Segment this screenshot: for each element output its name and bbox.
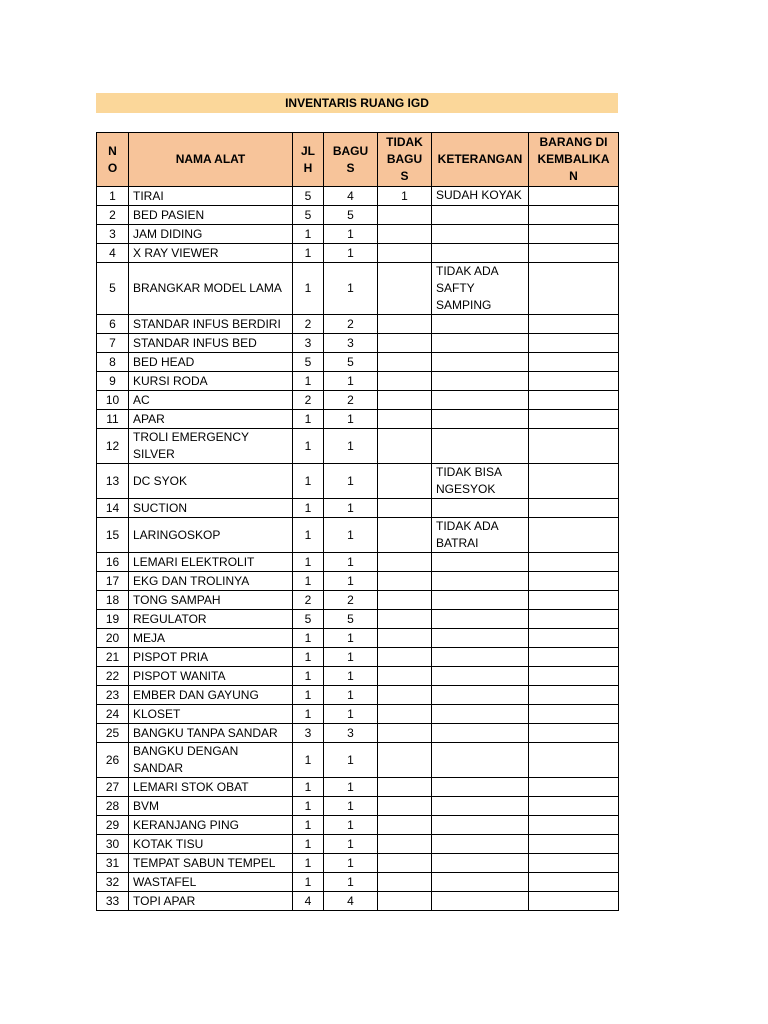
cell-jlh: 1	[293, 372, 324, 391]
inventory-table	[96, 132, 619, 911]
cell-bagus: 1	[324, 778, 378, 797]
cell-barang-dikembalikan	[529, 372, 619, 391]
cell-no: 6	[97, 315, 129, 334]
cell-tidak-bagus	[378, 410, 432, 429]
table-row	[97, 263, 619, 315]
cell-no: 33	[97, 892, 129, 911]
cell-no: 11	[97, 410, 129, 429]
cell-bagus: 4	[324, 187, 378, 206]
cell-no: 19	[97, 610, 129, 629]
cell-barang-dikembalikan	[529, 225, 619, 244]
cell-keterangan: TIDAK ADA SAFTY SAMPING	[432, 263, 529, 315]
header-keterangan: KETERANGAN	[432, 133, 529, 187]
cell-nama-alat: TROLI EMERGENCY SILVER	[129, 429, 293, 464]
cell-no: 30	[97, 835, 129, 854]
cell-barang-dikembalikan	[529, 610, 619, 629]
table-row	[97, 778, 619, 797]
cell-nama-alat: SUCTION	[129, 499, 293, 518]
cell-jlh: 1	[293, 873, 324, 892]
cell-bagus: 1	[324, 499, 378, 518]
cell-tidak-bagus	[378, 225, 432, 244]
cell-barang-dikembalikan	[529, 667, 619, 686]
cell-keterangan	[432, 610, 529, 629]
table-row	[97, 591, 619, 610]
cell-tidak-bagus	[378, 553, 432, 572]
cell-barang-dikembalikan	[529, 629, 619, 648]
cell-no: 7	[97, 334, 129, 353]
table-row	[97, 667, 619, 686]
cell-no: 18	[97, 591, 129, 610]
cell-keterangan: SUDAH KOYAK	[432, 187, 529, 206]
cell-keterangan: TIDAK BISA NGESYOK	[432, 464, 529, 499]
cell-barang-dikembalikan	[529, 553, 619, 572]
cell-keterangan: TIDAK ADA BATRAI	[432, 518, 529, 553]
cell-barang-dikembalikan	[529, 686, 619, 705]
cell-tidak-bagus	[378, 816, 432, 835]
cell-bagus: 2	[324, 315, 378, 334]
cell-nama-alat: KOTAK TISU	[129, 835, 293, 854]
cell-jlh: 2	[293, 315, 324, 334]
cell-barang-dikembalikan	[529, 892, 619, 911]
cell-barang-dikembalikan	[529, 778, 619, 797]
table-row	[97, 225, 619, 244]
cell-keterangan	[432, 225, 529, 244]
cell-nama-alat: MEJA	[129, 629, 293, 648]
cell-jlh: 1	[293, 705, 324, 724]
cell-no: 25	[97, 724, 129, 743]
cell-keterangan	[432, 372, 529, 391]
cell-nama-alat: BVM	[129, 797, 293, 816]
cell-bagus: 1	[324, 854, 378, 873]
cell-bagus: 1	[324, 225, 378, 244]
header-bagus: BAGU S	[324, 133, 378, 187]
cell-barang-dikembalikan	[529, 429, 619, 464]
cell-barang-dikembalikan	[529, 334, 619, 353]
cell-bagus: 1	[324, 648, 378, 667]
cell-jlh: 1	[293, 778, 324, 797]
cell-nama-alat: X RAY VIEWER	[129, 244, 293, 263]
cell-nama-alat: LEMARI ELEKTROLIT	[129, 553, 293, 572]
cell-barang-dikembalikan	[529, 873, 619, 892]
cell-barang-dikembalikan	[529, 743, 619, 778]
cell-jlh: 5	[293, 353, 324, 372]
cell-nama-alat: BANGKU TANPA SANDAR	[129, 724, 293, 743]
cell-jlh: 1	[293, 429, 324, 464]
cell-no: 29	[97, 816, 129, 835]
cell-bagus: 1	[324, 464, 378, 499]
cell-tidak-bagus	[378, 391, 432, 410]
cell-no: 15	[97, 518, 129, 553]
cell-nama-alat: AC	[129, 391, 293, 410]
cell-tidak-bagus	[378, 854, 432, 873]
cell-keterangan	[432, 835, 529, 854]
cell-barang-dikembalikan	[529, 410, 619, 429]
cell-keterangan	[432, 686, 529, 705]
cell-barang-dikembalikan	[529, 187, 619, 206]
cell-keterangan	[432, 391, 529, 410]
table-row	[97, 610, 619, 629]
cell-bagus: 1	[324, 518, 378, 553]
cell-no: 22	[97, 667, 129, 686]
cell-jlh: 1	[293, 263, 324, 315]
table-row	[97, 686, 619, 705]
cell-jlh: 1	[293, 743, 324, 778]
cell-keterangan	[432, 353, 529, 372]
cell-jlh: 1	[293, 225, 324, 244]
cell-keterangan	[432, 553, 529, 572]
cell-jlh: 4	[293, 892, 324, 911]
cell-barang-dikembalikan	[529, 391, 619, 410]
cell-jlh: 1	[293, 648, 324, 667]
cell-tidak-bagus	[378, 629, 432, 648]
cell-keterangan	[432, 667, 529, 686]
cell-keterangan	[432, 629, 529, 648]
table-row	[97, 315, 619, 334]
cell-nama-alat: BED PASIEN	[129, 206, 293, 225]
cell-jlh: 5	[293, 610, 324, 629]
cell-tidak-bagus	[378, 892, 432, 911]
cell-jlh: 2	[293, 391, 324, 410]
cell-no: 31	[97, 854, 129, 873]
cell-tidak-bagus: 1	[378, 187, 432, 206]
cell-no: 24	[97, 705, 129, 724]
table-row	[97, 372, 619, 391]
cell-bagus: 1	[324, 410, 378, 429]
cell-nama-alat: TIRAI	[129, 187, 293, 206]
cell-nama-alat: BANGKU DENGAN SANDAR	[129, 743, 293, 778]
cell-bagus: 1	[324, 244, 378, 263]
cell-jlh: 3	[293, 724, 324, 743]
cell-no: 21	[97, 648, 129, 667]
cell-barang-dikembalikan	[529, 353, 619, 372]
cell-no: 10	[97, 391, 129, 410]
cell-bagus: 5	[324, 353, 378, 372]
header-no: N O	[97, 133, 129, 187]
table-row	[97, 724, 619, 743]
cell-barang-dikembalikan	[529, 854, 619, 873]
cell-jlh: 1	[293, 244, 324, 263]
cell-keterangan	[432, 724, 529, 743]
cell-no: 8	[97, 353, 129, 372]
cell-tidak-bagus	[378, 778, 432, 797]
cell-no: 5	[97, 263, 129, 315]
cell-no: 1	[97, 187, 129, 206]
cell-tidak-bagus	[378, 705, 432, 724]
table-row	[97, 518, 619, 553]
cell-no: 4	[97, 244, 129, 263]
cell-bagus: 1	[324, 743, 378, 778]
cell-nama-alat: TONG SAMPAH	[129, 591, 293, 610]
cell-keterangan	[432, 572, 529, 591]
cell-jlh: 1	[293, 572, 324, 591]
cell-tidak-bagus	[378, 648, 432, 667]
cell-tidak-bagus	[378, 372, 432, 391]
table-row	[97, 187, 619, 206]
cell-barang-dikembalikan	[529, 206, 619, 225]
table-row	[97, 410, 619, 429]
cell-keterangan	[432, 499, 529, 518]
cell-tidak-bagus	[378, 464, 432, 499]
cell-tidak-bagus	[378, 686, 432, 705]
table-row	[97, 244, 619, 263]
table-row	[97, 873, 619, 892]
cell-keterangan	[432, 743, 529, 778]
cell-bagus: 5	[324, 206, 378, 225]
table-row	[97, 499, 619, 518]
cell-jlh: 1	[293, 686, 324, 705]
cell-no: 13	[97, 464, 129, 499]
table-row	[97, 816, 619, 835]
cell-no: 3	[97, 225, 129, 244]
cell-bagus: 1	[324, 797, 378, 816]
table-row	[97, 464, 619, 499]
cell-barang-dikembalikan	[529, 797, 619, 816]
cell-no: 27	[97, 778, 129, 797]
cell-bagus: 1	[324, 372, 378, 391]
cell-keterangan	[432, 429, 529, 464]
table-row	[97, 353, 619, 372]
cell-tidak-bagus	[378, 591, 432, 610]
cell-nama-alat: BRANGKAR MODEL LAMA	[129, 263, 293, 315]
cell-keterangan	[432, 315, 529, 334]
table-row	[97, 391, 619, 410]
cell-bagus: 1	[324, 873, 378, 892]
cell-nama-alat: APAR	[129, 410, 293, 429]
cell-bagus: 1	[324, 816, 378, 835]
cell-tidak-bagus	[378, 724, 432, 743]
cell-no: 16	[97, 553, 129, 572]
cell-keterangan	[432, 591, 529, 610]
cell-jlh: 1	[293, 816, 324, 835]
cell-barang-dikembalikan	[529, 724, 619, 743]
table-row	[97, 572, 619, 591]
cell-jlh: 2	[293, 591, 324, 610]
cell-barang-dikembalikan	[529, 705, 619, 724]
cell-nama-alat: WASTAFEL	[129, 873, 293, 892]
cell-barang-dikembalikan	[529, 816, 619, 835]
cell-keterangan	[432, 816, 529, 835]
table-row	[97, 206, 619, 225]
cell-no: 2	[97, 206, 129, 225]
cell-tidak-bagus	[378, 797, 432, 816]
cell-bagus: 1	[324, 429, 378, 464]
cell-jlh: 1	[293, 797, 324, 816]
cell-bagus: 4	[324, 892, 378, 911]
cell-bagus: 3	[324, 334, 378, 353]
cell-no: 9	[97, 372, 129, 391]
table-row	[97, 854, 619, 873]
cell-no: 14	[97, 499, 129, 518]
cell-barang-dikembalikan	[529, 518, 619, 553]
cell-nama-alat: PISPOT WANITA	[129, 667, 293, 686]
cell-jlh: 1	[293, 553, 324, 572]
table-row	[97, 429, 619, 464]
cell-nama-alat: DC SYOK	[129, 464, 293, 499]
cell-barang-dikembalikan	[529, 263, 619, 315]
cell-barang-dikembalikan	[529, 591, 619, 610]
cell-no: 23	[97, 686, 129, 705]
cell-nama-alat: KURSI RODA	[129, 372, 293, 391]
table-row	[97, 835, 619, 854]
cell-nama-alat: EMBER DAN GAYUNG	[129, 686, 293, 705]
cell-bagus: 5	[324, 610, 378, 629]
cell-bagus: 1	[324, 667, 378, 686]
cell-tidak-bagus	[378, 334, 432, 353]
cell-tidak-bagus	[378, 353, 432, 372]
cell-tidak-bagus	[378, 429, 432, 464]
cell-barang-dikembalikan	[529, 572, 619, 591]
cell-nama-alat: TEMPAT SABUN TEMPEL	[129, 854, 293, 873]
cell-no: 32	[97, 873, 129, 892]
table-row	[97, 892, 619, 911]
cell-no: 28	[97, 797, 129, 816]
cell-keterangan	[432, 705, 529, 724]
cell-bagus: 1	[324, 686, 378, 705]
header-barang-dikembalikan: BARANG DI KEMBALIKA N	[529, 133, 619, 187]
cell-nama-alat: EKG DAN TROLINYA	[129, 572, 293, 591]
cell-nama-alat: BED HEAD	[129, 353, 293, 372]
cell-jlh: 1	[293, 464, 324, 499]
cell-nama-alat: PISPOT PRIA	[129, 648, 293, 667]
cell-tidak-bagus	[378, 518, 432, 553]
table-header-row	[97, 133, 619, 187]
cell-jlh: 1	[293, 410, 324, 429]
cell-keterangan	[432, 854, 529, 873]
cell-nama-alat: STANDAR INFUS BERDIRI	[129, 315, 293, 334]
cell-nama-alat: LARINGOSKOP	[129, 518, 293, 553]
cell-nama-alat: LEMARI STOK OBAT	[129, 778, 293, 797]
cell-bagus: 2	[324, 391, 378, 410]
cell-keterangan	[432, 410, 529, 429]
cell-keterangan	[432, 778, 529, 797]
cell-nama-alat: JAM DIDING	[129, 225, 293, 244]
cell-keterangan	[432, 206, 529, 225]
cell-bagus: 1	[324, 553, 378, 572]
cell-jlh: 1	[293, 629, 324, 648]
cell-keterangan	[432, 648, 529, 667]
cell-barang-dikembalikan	[529, 835, 619, 854]
header-nama-alat: NAMA ALAT	[129, 133, 293, 187]
cell-tidak-bagus	[378, 244, 432, 263]
cell-jlh: 1	[293, 835, 324, 854]
cell-bagus: 3	[324, 724, 378, 743]
cell-tidak-bagus	[378, 499, 432, 518]
cell-keterangan	[432, 873, 529, 892]
cell-nama-alat: REGULATOR	[129, 610, 293, 629]
header-jlh: JL H	[293, 133, 324, 187]
cell-bagus: 1	[324, 835, 378, 854]
cell-no: 20	[97, 629, 129, 648]
cell-nama-alat: TOPI APAR	[129, 892, 293, 911]
cell-tidak-bagus	[378, 206, 432, 225]
cell-no: 17	[97, 572, 129, 591]
cell-barang-dikembalikan	[529, 244, 619, 263]
cell-barang-dikembalikan	[529, 648, 619, 667]
cell-jlh: 1	[293, 518, 324, 553]
cell-tidak-bagus	[378, 835, 432, 854]
cell-keterangan	[432, 244, 529, 263]
cell-tidak-bagus	[378, 610, 432, 629]
cell-no: 26	[97, 743, 129, 778]
cell-nama-alat: STANDAR INFUS BED	[129, 334, 293, 353]
cell-nama-alat: KLOSET	[129, 705, 293, 724]
cell-keterangan	[432, 334, 529, 353]
table-row	[97, 743, 619, 778]
cell-nama-alat: KERANJANG PING	[129, 816, 293, 835]
cell-tidak-bagus	[378, 315, 432, 334]
cell-jlh: 5	[293, 206, 324, 225]
cell-jlh: 5	[293, 187, 324, 206]
table-row	[97, 334, 619, 353]
cell-tidak-bagus	[378, 873, 432, 892]
table-row	[97, 629, 619, 648]
table-row	[97, 553, 619, 572]
cell-jlh: 3	[293, 334, 324, 353]
page-title: INVENTARIS RUANG IGD	[96, 93, 618, 113]
cell-keterangan	[432, 892, 529, 911]
cell-bagus: 2	[324, 591, 378, 610]
cell-jlh: 1	[293, 854, 324, 873]
cell-barang-dikembalikan	[529, 315, 619, 334]
table-row	[97, 648, 619, 667]
header-tidak-bagus: TIDAK BAGU S	[378, 133, 432, 187]
cell-no: 12	[97, 429, 129, 464]
cell-keterangan	[432, 797, 529, 816]
cell-tidak-bagus	[378, 667, 432, 686]
cell-tidak-bagus	[378, 572, 432, 591]
cell-bagus: 1	[324, 572, 378, 591]
cell-bagus: 1	[324, 705, 378, 724]
cell-jlh: 1	[293, 499, 324, 518]
table-row	[97, 705, 619, 724]
cell-bagus: 1	[324, 263, 378, 315]
cell-barang-dikembalikan	[529, 464, 619, 499]
cell-bagus: 1	[324, 629, 378, 648]
table-row	[97, 797, 619, 816]
cell-tidak-bagus	[378, 743, 432, 778]
cell-tidak-bagus	[378, 263, 432, 315]
cell-jlh: 1	[293, 667, 324, 686]
cell-barang-dikembalikan	[529, 499, 619, 518]
